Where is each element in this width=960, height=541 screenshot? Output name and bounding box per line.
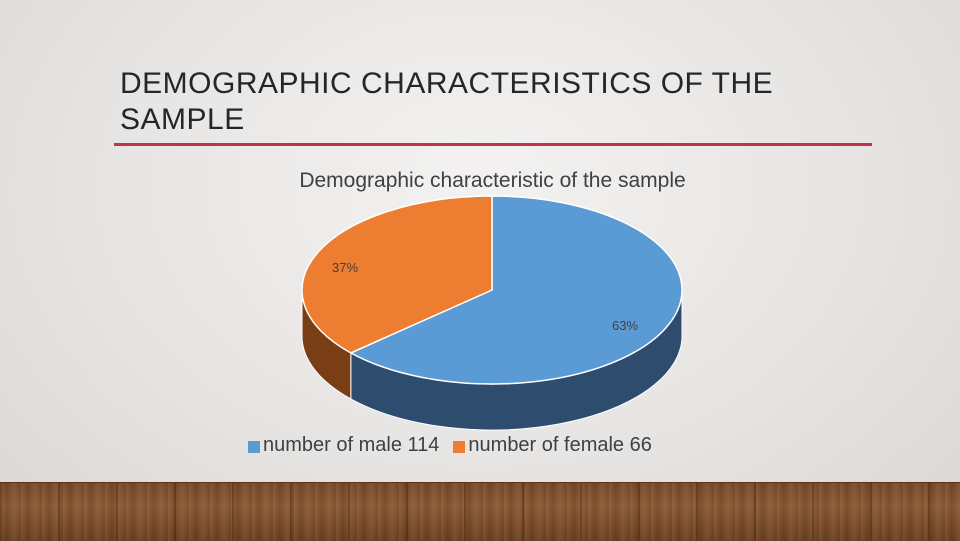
chart-title: Demographic characteristic of the sample	[299, 169, 686, 192]
chart-legend	[248, 434, 652, 457]
legend-label-male: number of male 114	[263, 434, 440, 456]
legend-swatch-male	[248, 441, 260, 453]
wood-floor-decoration	[0, 482, 960, 541]
legend-swatch-female	[453, 441, 465, 453]
data-label-female: 37%	[331, 260, 359, 275]
slide-title: DEMOGRAPHIC CHARACTERISTICS OF THE SAMPLE	[120, 67, 774, 136]
legend-item-female	[453, 434, 651, 457]
legend-item-male	[248, 434, 439, 457]
legend-label-female: number of female 66	[468, 434, 652, 456]
data-label-male: 63%	[611, 318, 639, 333]
